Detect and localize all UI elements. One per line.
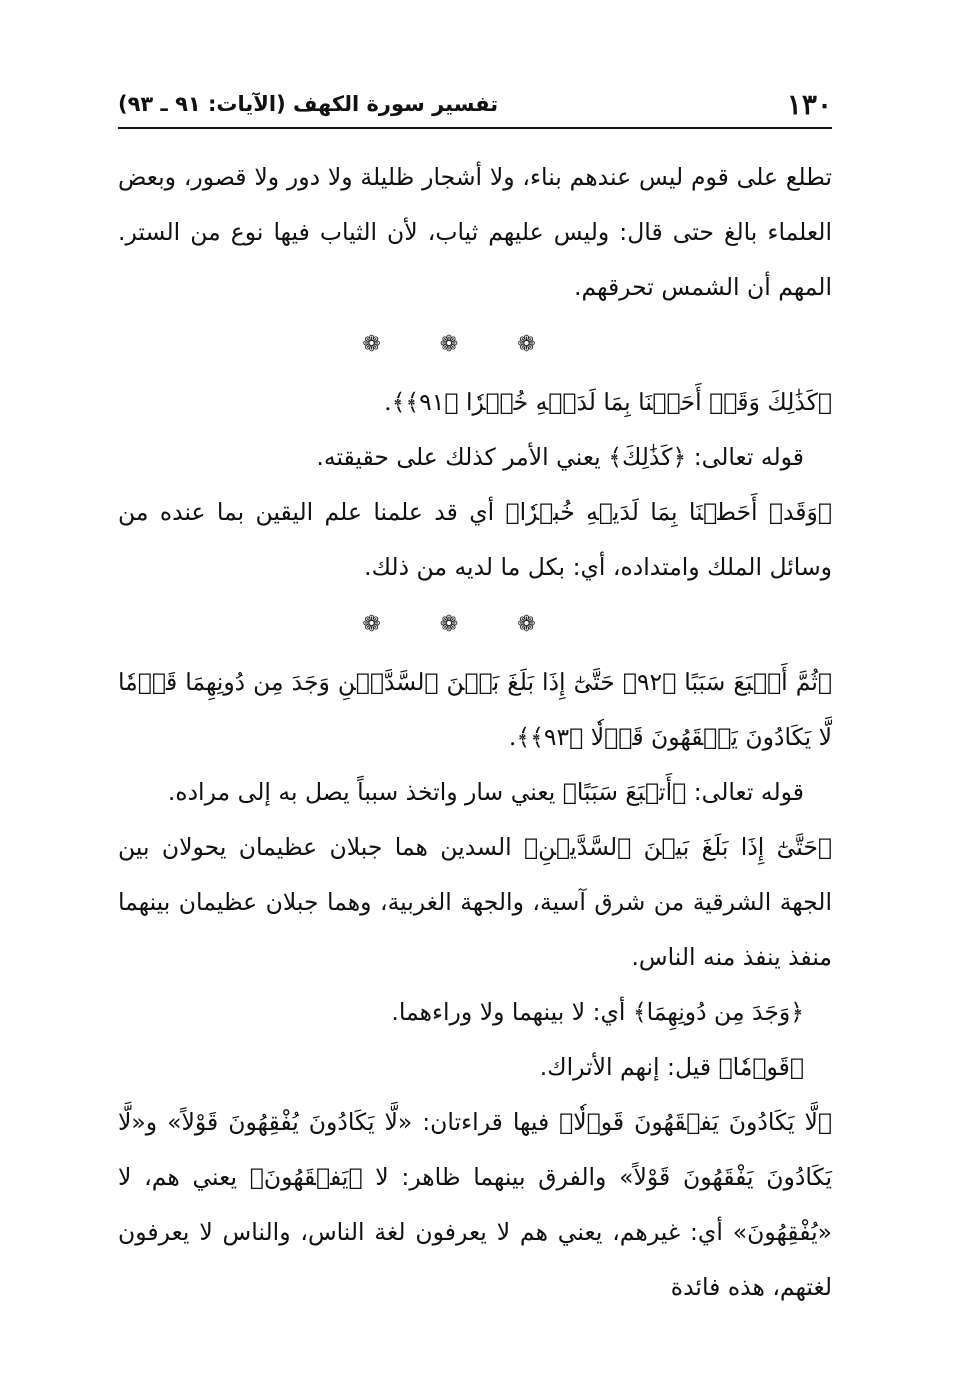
- quran-verse-92-93: ﴿ثُمَّ أَتۡبَعَ سَبَبًا ﴿٩٢﴾ حَتَّىٰٓ إِذَا بَلَغَ بَيۡنَ ٱلسَّدَّيۡنِ وَجَدَ مِن دُونِهِمَا قَوۡمٗا لَّا يَكَادُونَ يَفۡقَهُونَ قَوۡلٗا ﴿٩٣﴾﴾.: [118, 668, 832, 751]
- quran-verse-91: ﴿كَذَٰلِكَ وَقَدۡ أَحَطۡنَا بِمَا لَدَيۡهِ خُبۡرٗا ﴿٩١﴾﴾.: [384, 388, 832, 416]
- page-body: [118, 150, 832, 1315]
- page-header: [118, 82, 832, 126]
- section-divider: ❁ ❁ ❁: [362, 332, 562, 357]
- paragraph-intro: تطلع على قوم ليس عندهم بناء، ولا أشجار ظليلة ولا دور ولا قصور، وبعض العلماء بالغ حتى قال: وليس عليهم ثياب، لأن الثياب فيها نوع من الستر. المهم أن الشمس تحرقهم.: [118, 163, 832, 301]
- header-rule: [118, 127, 832, 129]
- page-number: ١٣٠: [786, 87, 832, 121]
- paragraph-explanation: ﴿حَتَّىٰٓ إِذَا بَلَغَ بَيۡنَ ٱلسَّدَّيۡنِ﴾ السدين هما جبلان عظيمان يحولان بين الجهة الشرقية من شرق آسية، والجهة الغربية، وهما جبلان عظيمان بينهما منفذ ينفذ منه الناس.: [118, 833, 832, 971]
- paragraph-explanation: قوله تعالى: ﴿كَذَٰلِكَ﴾ يعني الأمر كذلك على حقيقته.: [316, 443, 804, 471]
- paragraph-explanation: ﴿لَّا يَكَادُونَ يَفۡقَهُونَ قَوۡلٗا﴾ فيها قراءتان: «لَّا يَكَادُونَ يُفْقِهُونَ قَوْلاً» و«لَّا يَكَادُونَ يَفْقَهُونَ قَوْلاً» والفرق بينهما ظاهر: لا ﴿يَفۡقَهُونَ﴾ يعني هم، لا «يُفْقِهُونَ» أي: غيرهم، يعني هم لا يعرفون لغة الناس، والناس لا يعرفون لغتهم، هذه فائدة: [118, 1108, 832, 1301]
- paragraph-explanation: ﴿وَجَدَ مِن دُونِهِمَا﴾ أي: لا بينهما ولا وراءهما.: [391, 998, 804, 1026]
- paragraph-explanation: ﴿قَوۡمٗا﴾ قيل: إنهم الأتراك.: [539, 1053, 804, 1081]
- running-title: تفسير سورة الكهف (الآيات: ٩١ ـ ٩٣): [118, 92, 499, 116]
- paragraph-explanation: قوله تعالى: ﴿أَتۡبَعَ سَبَبًا﴾ يعني سار واتخذ سبباً يصل به إلى مراده.: [167, 778, 804, 806]
- paragraph-explanation: ﴿وَقَدۡ أَحَطۡنَا بِمَا لَدَيۡهِ خُبۡرٗا﴾ أي قد علمنا علم اليقين بما عنده من وسائل الملك وامتداده، أي: بكل ما لديه من ذلك.: [118, 498, 832, 581]
- section-divider: ❁ ❁ ❁: [362, 612, 562, 637]
